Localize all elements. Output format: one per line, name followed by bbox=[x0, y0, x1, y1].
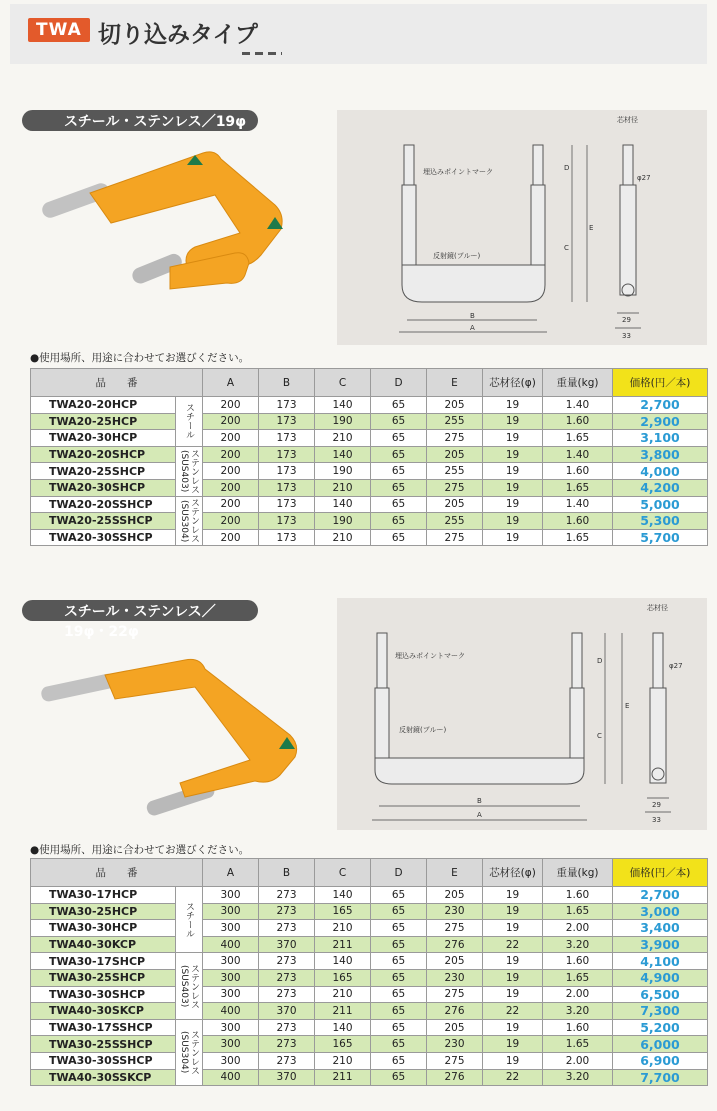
part-number: TWA40-30KCP bbox=[31, 936, 176, 953]
cell-C: 210 bbox=[315, 430, 371, 447]
section1-rows bbox=[31, 397, 708, 546]
cell-B: 273 bbox=[259, 953, 315, 970]
col-head-E: E bbox=[427, 859, 483, 887]
cell-D: 65 bbox=[371, 986, 427, 1003]
part-number: TWA30-25HCP bbox=[31, 903, 176, 920]
cell-A: 200 bbox=[203, 446, 259, 463]
cell-D: 65 bbox=[371, 496, 427, 513]
cell-E: 275 bbox=[427, 920, 483, 937]
diagram1-w1: 29 bbox=[622, 316, 631, 324]
cell-D: 65 bbox=[371, 1019, 427, 1036]
cell-core: 19 bbox=[483, 529, 543, 546]
cell-B: 273 bbox=[259, 903, 315, 920]
cell-B: 173 bbox=[259, 479, 315, 496]
cell-price: 4,000 bbox=[613, 463, 708, 480]
cell-C: 140 bbox=[315, 496, 371, 513]
diagram2-dia: φ27 bbox=[669, 662, 683, 670]
diagram1-A: A bbox=[470, 324, 475, 332]
table-row bbox=[31, 953, 708, 970]
col-head-C: C bbox=[315, 369, 371, 397]
cell-D: 65 bbox=[371, 903, 427, 920]
cell-C: 211 bbox=[315, 1069, 371, 1086]
cell-E: 205 bbox=[427, 887, 483, 904]
section2-product-image bbox=[35, 625, 310, 834]
diagram2-w1: 29 bbox=[652, 801, 661, 809]
cell-B: 173 bbox=[259, 529, 315, 546]
part-number: TWA20-25SHCP bbox=[31, 463, 176, 480]
cell-price: 4,200 bbox=[613, 479, 708, 496]
table-row bbox=[31, 1003, 708, 1020]
section1-product-image bbox=[35, 135, 305, 319]
cell-price: 3,800 bbox=[613, 446, 708, 463]
cell-B: 370 bbox=[259, 936, 315, 953]
cell-weight: 1.60 bbox=[543, 953, 613, 970]
material-label: スチール bbox=[176, 397, 203, 447]
part-number: TWA40-30SSKCP bbox=[31, 1069, 176, 1086]
cell-E: 255 bbox=[427, 513, 483, 530]
part-number: TWA30-30SSHCP bbox=[31, 1052, 176, 1069]
cell-weight: 1.65 bbox=[543, 1036, 613, 1053]
table-row bbox=[31, 920, 708, 937]
page-header bbox=[10, 4, 707, 64]
cell-B: 173 bbox=[259, 413, 315, 430]
cell-core: 19 bbox=[483, 463, 543, 480]
cell-C: 140 bbox=[315, 397, 371, 414]
cell-core: 19 bbox=[483, 397, 543, 414]
cell-E: 230 bbox=[427, 903, 483, 920]
col-head-C: C bbox=[315, 859, 371, 887]
cell-core: 19 bbox=[483, 986, 543, 1003]
cell-core: 19 bbox=[483, 446, 543, 463]
table-row bbox=[31, 446, 708, 463]
cell-core: 19 bbox=[483, 430, 543, 447]
cell-E: 275 bbox=[427, 1052, 483, 1069]
cell-E: 275 bbox=[427, 529, 483, 546]
part-number: TWA20-20SHCP bbox=[31, 446, 176, 463]
cell-D: 65 bbox=[371, 1036, 427, 1053]
cell-core: 19 bbox=[483, 1019, 543, 1036]
part-number: TWA20-25HCP bbox=[31, 413, 176, 430]
cell-price: 7,300 bbox=[613, 1003, 708, 1020]
cell-core: 22 bbox=[483, 936, 543, 953]
cell-core: 19 bbox=[483, 903, 543, 920]
header-divider bbox=[242, 52, 282, 55]
cell-weight: 1.40 bbox=[543, 446, 613, 463]
diagram2-A: A bbox=[477, 811, 482, 819]
part-number: TWA30-30SHCP bbox=[31, 986, 176, 1003]
cell-B: 273 bbox=[259, 986, 315, 1003]
page-title: 切り込みタイプ bbox=[98, 22, 258, 48]
part-number: TWA20-20HCP bbox=[31, 397, 176, 414]
col-head-A: A bbox=[203, 859, 259, 887]
diagram2-reflector: 反射鏡(ブルー) bbox=[399, 726, 447, 734]
cell-A: 300 bbox=[203, 986, 259, 1003]
cell-A: 300 bbox=[203, 969, 259, 986]
cell-price: 3,900 bbox=[613, 936, 708, 953]
cell-weight: 1.60 bbox=[543, 887, 613, 904]
cell-D: 65 bbox=[371, 953, 427, 970]
table-row bbox=[31, 903, 708, 920]
cell-core: 19 bbox=[483, 496, 543, 513]
section2-note: ●使用場所、用途に合わせてお選びください。 bbox=[30, 844, 250, 856]
cell-D: 65 bbox=[371, 1052, 427, 1069]
col-head-price: 価格(円／本) bbox=[613, 369, 708, 397]
diagram1-mark-label: 埋込みポイントマーク bbox=[423, 168, 493, 176]
diagram1-C: C bbox=[564, 244, 569, 252]
cell-B: 173 bbox=[259, 463, 315, 480]
cell-E: 205 bbox=[427, 953, 483, 970]
cell-price: 3,000 bbox=[613, 903, 708, 920]
cell-E: 205 bbox=[427, 446, 483, 463]
cell-B: 173 bbox=[259, 430, 315, 447]
table-row bbox=[31, 430, 708, 447]
cell-C: 140 bbox=[315, 1019, 371, 1036]
table-row bbox=[31, 529, 708, 546]
diagram1-w2: 33 bbox=[622, 332, 631, 340]
material-label: スチール bbox=[176, 887, 203, 953]
cell-weight: 1.65 bbox=[543, 969, 613, 986]
diagram2-mark-label: 埋込みポイントマーク bbox=[395, 652, 465, 660]
cell-weight: 2.00 bbox=[543, 1052, 613, 1069]
cell-D: 65 bbox=[371, 936, 427, 953]
cell-C: 140 bbox=[315, 446, 371, 463]
cell-E: 275 bbox=[427, 986, 483, 1003]
cell-A: 400 bbox=[203, 1069, 259, 1086]
cell-D: 65 bbox=[371, 446, 427, 463]
cell-A: 400 bbox=[203, 1003, 259, 1020]
cell-core: 19 bbox=[483, 513, 543, 530]
table-row bbox=[31, 936, 708, 953]
cell-C: 165 bbox=[315, 903, 371, 920]
cell-weight: 1.60 bbox=[543, 413, 613, 430]
cell-A: 200 bbox=[203, 496, 259, 513]
col-head-E: E bbox=[427, 369, 483, 397]
cell-D: 65 bbox=[371, 1069, 427, 1086]
part-number: TWA20-30SSHCP bbox=[31, 529, 176, 546]
cell-D: 65 bbox=[371, 920, 427, 937]
diagram1-B: B bbox=[470, 312, 475, 320]
cell-A: 200 bbox=[203, 513, 259, 530]
cell-weight: 3.20 bbox=[543, 936, 613, 953]
cell-D: 65 bbox=[371, 969, 427, 986]
cell-A: 400 bbox=[203, 936, 259, 953]
part-number: TWA20-30SHCP bbox=[31, 479, 176, 496]
cell-D: 65 bbox=[371, 887, 427, 904]
diagram1-reflector: 反射鏡(ブルー) bbox=[433, 252, 481, 260]
diagram2-w2: 33 bbox=[652, 816, 661, 824]
cell-price: 6,000 bbox=[613, 1036, 708, 1053]
cell-A: 200 bbox=[203, 430, 259, 447]
part-number: TWA30-17SSHCP bbox=[31, 1019, 176, 1036]
cell-E: 276 bbox=[427, 1003, 483, 1020]
cell-D: 65 bbox=[371, 397, 427, 414]
cell-E: 255 bbox=[427, 413, 483, 430]
cell-weight: 1.60 bbox=[543, 1019, 613, 1036]
diagram2-E: E bbox=[625, 702, 630, 710]
col-head-pn: 品 番 bbox=[31, 369, 203, 397]
diagram1-dim-label: 芯材径 bbox=[617, 116, 638, 124]
cell-E: 275 bbox=[427, 479, 483, 496]
cell-A: 200 bbox=[203, 397, 259, 414]
material-label: ステンレス(SUS304) bbox=[176, 1019, 203, 1085]
diagram1-E: E bbox=[589, 224, 594, 232]
cell-price: 7,700 bbox=[613, 1069, 708, 1086]
cell-E: 255 bbox=[427, 463, 483, 480]
cell-price: 5,700 bbox=[613, 529, 708, 546]
cell-weight: 3.20 bbox=[543, 1003, 613, 1020]
table-row bbox=[31, 969, 708, 986]
cell-price: 2,900 bbox=[613, 413, 708, 430]
col-head-B: B bbox=[259, 859, 315, 887]
cell-B: 273 bbox=[259, 1052, 315, 1069]
cell-weight: 3.20 bbox=[543, 1069, 613, 1086]
cell-D: 65 bbox=[371, 430, 427, 447]
part-number: TWA30-30HCP bbox=[31, 920, 176, 937]
cell-C: 165 bbox=[315, 1036, 371, 1053]
cell-core: 19 bbox=[483, 953, 543, 970]
cell-C: 210 bbox=[315, 986, 371, 1003]
cell-B: 370 bbox=[259, 1069, 315, 1086]
cell-weight: 1.65 bbox=[543, 903, 613, 920]
series-badge: TWA bbox=[28, 18, 90, 42]
table-row bbox=[31, 479, 708, 496]
diagram2-dim-label: 芯材径 bbox=[647, 604, 668, 612]
col-head-A: A bbox=[203, 369, 259, 397]
cell-core: 19 bbox=[483, 413, 543, 430]
section1-spec-table bbox=[30, 368, 708, 546]
cell-core: 19 bbox=[483, 920, 543, 937]
table-row bbox=[31, 1019, 708, 1036]
cell-D: 65 bbox=[371, 479, 427, 496]
cell-price: 5,200 bbox=[613, 1019, 708, 1036]
col-head-pn: 品 番 bbox=[31, 859, 203, 887]
cell-E: 276 bbox=[427, 936, 483, 953]
cell-price: 4,900 bbox=[613, 969, 708, 986]
cell-weight: 1.65 bbox=[543, 529, 613, 546]
cell-B: 273 bbox=[259, 887, 315, 904]
part-number: TWA20-20SSHCP bbox=[31, 496, 176, 513]
cell-A: 200 bbox=[203, 463, 259, 480]
section2-spec-table bbox=[30, 858, 708, 1086]
cell-price: 5,000 bbox=[613, 496, 708, 513]
col-head-weight: 重量(kg) bbox=[543, 369, 613, 397]
cell-weight: 1.60 bbox=[543, 513, 613, 530]
section2-diagram bbox=[337, 598, 707, 830]
cell-price: 6,900 bbox=[613, 1052, 708, 1069]
cell-weight: 2.00 bbox=[543, 920, 613, 937]
col-head-core: 芯材径(φ) bbox=[483, 369, 543, 397]
cell-E: 230 bbox=[427, 1036, 483, 1053]
table-row bbox=[31, 887, 708, 904]
cell-weight: 1.40 bbox=[543, 397, 613, 414]
cell-D: 65 bbox=[371, 513, 427, 530]
col-head-price: 価格(円／本) bbox=[613, 859, 708, 887]
col-head-D: D bbox=[371, 369, 427, 397]
cell-price: 3,400 bbox=[613, 920, 708, 937]
cell-D: 65 bbox=[371, 413, 427, 430]
cell-C: 211 bbox=[315, 936, 371, 953]
cell-B: 173 bbox=[259, 496, 315, 513]
cell-A: 300 bbox=[203, 1019, 259, 1036]
col-head-B: B bbox=[259, 369, 315, 397]
cell-C: 190 bbox=[315, 413, 371, 430]
cell-C: 140 bbox=[315, 887, 371, 904]
material-label: ステンレス(SUS403) bbox=[176, 446, 203, 496]
cell-weight: 2.00 bbox=[543, 986, 613, 1003]
diagram2-B: B bbox=[477, 797, 482, 805]
cell-B: 273 bbox=[259, 969, 315, 986]
part-number: TWA30-17SHCP bbox=[31, 953, 176, 970]
cell-price: 2,700 bbox=[613, 397, 708, 414]
section2-label: スチール・ステンレス／19φ・22φ bbox=[22, 600, 258, 621]
cell-B: 173 bbox=[259, 513, 315, 530]
material-label: ステンレス(SUS403) bbox=[176, 953, 203, 1019]
cell-price: 3,100 bbox=[613, 430, 708, 447]
cell-core: 19 bbox=[483, 1036, 543, 1053]
table-row bbox=[31, 513, 708, 530]
section2-rows bbox=[31, 887, 708, 1086]
cell-core: 19 bbox=[483, 969, 543, 986]
cell-A: 200 bbox=[203, 529, 259, 546]
cell-D: 65 bbox=[371, 1003, 427, 1020]
cell-A: 200 bbox=[203, 413, 259, 430]
cell-price: 2,700 bbox=[613, 887, 708, 904]
diagram2-C: C bbox=[597, 732, 602, 740]
cell-weight: 1.40 bbox=[543, 496, 613, 513]
cell-A: 300 bbox=[203, 953, 259, 970]
cell-price: 5,300 bbox=[613, 513, 708, 530]
cell-weight: 1.65 bbox=[543, 430, 613, 447]
diagram1-D: D bbox=[564, 164, 570, 172]
cell-B: 273 bbox=[259, 1036, 315, 1053]
cell-C: 190 bbox=[315, 463, 371, 480]
part-number: TWA30-25SHCP bbox=[31, 969, 176, 986]
col-head-core: 芯材径(φ) bbox=[483, 859, 543, 887]
cell-B: 273 bbox=[259, 1019, 315, 1036]
cell-B: 273 bbox=[259, 920, 315, 937]
cell-C: 210 bbox=[315, 479, 371, 496]
section1-diagram bbox=[337, 110, 707, 345]
table-row bbox=[31, 397, 708, 414]
material-label: ステンレス(SUS304) bbox=[176, 496, 203, 546]
cell-C: 210 bbox=[315, 1052, 371, 1069]
cell-A: 300 bbox=[203, 1036, 259, 1053]
cell-A: 300 bbox=[203, 920, 259, 937]
table-row bbox=[31, 986, 708, 1003]
cell-core: 22 bbox=[483, 1069, 543, 1086]
cell-core: 19 bbox=[483, 887, 543, 904]
part-number: TWA20-30HCP bbox=[31, 430, 176, 447]
cell-E: 205 bbox=[427, 1019, 483, 1036]
section1-label: スチール・ステンレス／19φ bbox=[22, 110, 258, 131]
col-head-weight: 重量(kg) bbox=[543, 859, 613, 887]
part-number: TWA40-30SKCP bbox=[31, 1003, 176, 1020]
table-row bbox=[31, 496, 708, 513]
cell-core: 22 bbox=[483, 1003, 543, 1020]
table-row bbox=[31, 1069, 708, 1086]
cell-E: 230 bbox=[427, 969, 483, 986]
cell-E: 205 bbox=[427, 397, 483, 414]
cell-weight: 1.60 bbox=[543, 463, 613, 480]
cell-price: 6,500 bbox=[613, 986, 708, 1003]
section1-note: ●使用場所、用途に合わせてお選びください。 bbox=[30, 352, 250, 364]
cell-E: 276 bbox=[427, 1069, 483, 1086]
cell-B: 173 bbox=[259, 397, 315, 414]
cell-C: 210 bbox=[315, 529, 371, 546]
diagram2-D: D bbox=[597, 657, 603, 665]
cell-price: 4,100 bbox=[613, 953, 708, 970]
cell-C: 210 bbox=[315, 920, 371, 937]
cell-B: 173 bbox=[259, 446, 315, 463]
cell-C: 190 bbox=[315, 513, 371, 530]
cell-E: 205 bbox=[427, 496, 483, 513]
cell-C: 165 bbox=[315, 969, 371, 986]
table-row bbox=[31, 1036, 708, 1053]
part-number: TWA20-25SSHCP bbox=[31, 513, 176, 530]
table-row bbox=[31, 1052, 708, 1069]
col-head-D: D bbox=[371, 859, 427, 887]
diagram1-dia: φ27 bbox=[637, 174, 651, 182]
cell-core: 19 bbox=[483, 479, 543, 496]
cell-D: 65 bbox=[371, 463, 427, 480]
part-number: TWA30-25SSHCP bbox=[31, 1036, 176, 1053]
part-number: TWA30-17HCP bbox=[31, 887, 176, 904]
cell-A: 200 bbox=[203, 479, 259, 496]
table-row bbox=[31, 463, 708, 480]
cell-E: 275 bbox=[427, 430, 483, 447]
cell-A: 300 bbox=[203, 1052, 259, 1069]
cell-A: 300 bbox=[203, 887, 259, 904]
cell-core: 19 bbox=[483, 1052, 543, 1069]
table-row bbox=[31, 413, 708, 430]
cell-weight: 1.65 bbox=[543, 479, 613, 496]
cell-B: 370 bbox=[259, 1003, 315, 1020]
cell-C: 211 bbox=[315, 1003, 371, 1020]
cell-D: 65 bbox=[371, 529, 427, 546]
cell-C: 140 bbox=[315, 953, 371, 970]
cell-A: 300 bbox=[203, 903, 259, 920]
